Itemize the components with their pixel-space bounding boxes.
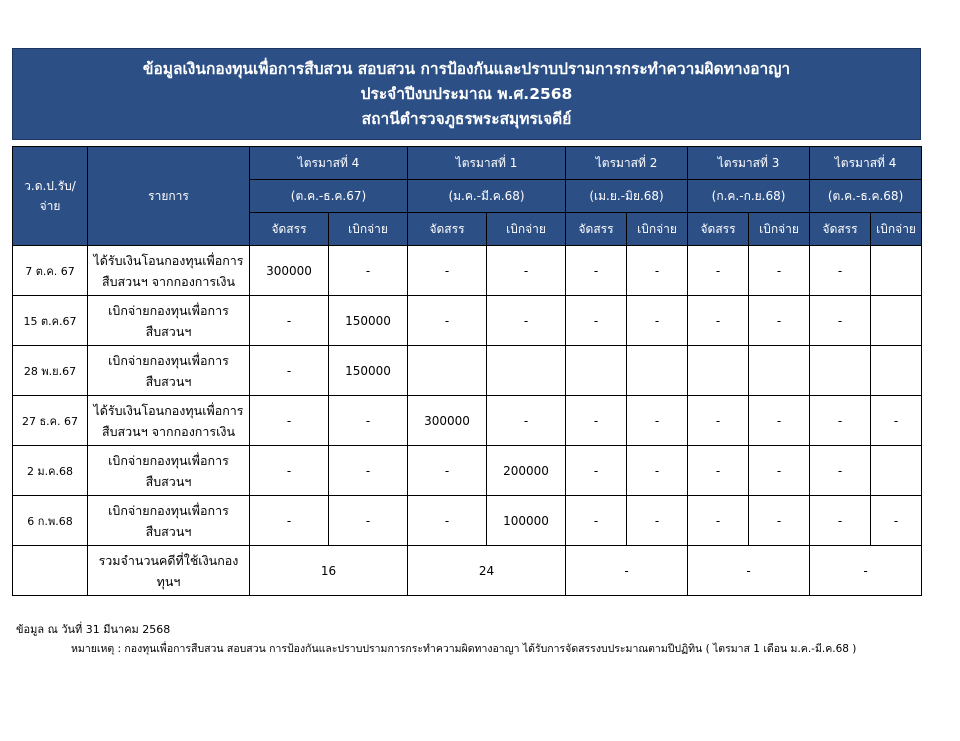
amount-cell: - [329,396,408,446]
sub-header-disbursed: เบิกจ่าย [871,213,922,246]
amount-cell [871,446,922,496]
total-cases-cell: - [566,546,688,596]
row-date: 15 ต.ค.67 [13,296,88,346]
table-row [13,296,922,346]
sub-header-allocated: จัดสรร [250,213,329,246]
sub-header-disbursed: เบิกจ่าย [487,213,566,246]
report-title-banner [12,48,921,140]
amount-cell [871,246,922,296]
quarter-header-period: (ต.ค.-ธ.ค.67) [250,180,408,213]
amount-cell: - [810,496,871,546]
amount-cell [871,346,922,396]
amount-cell: - [250,396,329,446]
row-item-line-2: สืบสวนฯ จากกองการเงิน [101,273,236,289]
amount-cell: - [688,296,749,346]
sub-header-allocated: จัดสรร [566,213,627,246]
total-cases-cell: 24 [408,546,566,596]
amount-cell [688,346,749,396]
report-title-line-2: ประจำปีงบประมาณ พ.ศ.2568 [360,84,573,103]
sub-header-allocated: จัดสรร [810,213,871,246]
amount-cell: - [408,246,487,296]
quarter-header-period: (ต.ค.-ธ.ค.68) [810,180,922,213]
row-item-line-2: สืบสวนฯ [145,323,192,339]
row-date: 6 ก.พ.68 [13,496,88,546]
amount-cell: - [329,446,408,496]
amount-cell: - [627,496,688,546]
amount-cell [566,346,627,396]
sub-header-allocated: จัดสรร [408,213,487,246]
amount-cell: - [250,496,329,546]
amount-cell: - [487,246,566,296]
amount-cell: - [566,446,627,496]
table-row [13,446,922,496]
quarter-header-period: (เม.ย.-มิย.68) [566,180,688,213]
amount-cell: 300000 [250,246,329,296]
amount-cell: 200000 [487,446,566,496]
row-item-line-2: สืบสวนฯ [145,373,192,389]
report-title-line-1: ข้อมูลเงินกองทุนเพื่อการสืบสวน สอบสวน การป้องกันและปราบปรามการกระทำความผิดทางอาญา [142,59,791,78]
quarter-header-name: ไตรมาสที่ 4 [810,147,922,180]
total-date-cell [13,546,88,596]
row-date: 28 พ.ย.67 [13,346,88,396]
row-date: 7 ต.ค. 67 [13,246,88,296]
row-item [88,396,250,446]
amount-cell: - [627,446,688,496]
amount-cell: - [749,296,810,346]
row-item-line-1: ได้รับเงินโอนกองทุนเพื่อการ [93,252,244,268]
quarter-header-name: ไตรมาสที่ 2 [566,147,688,180]
table-row [13,246,922,296]
quarter-header-name: ไตรมาสที่ 1 [408,147,566,180]
sub-header-disbursed: เบิกจ่าย [749,213,810,246]
amount-cell: - [627,246,688,296]
amount-cell: - [329,496,408,546]
report-title-line-3: สถานีตำรวจภูธรพระสมุทรเจดีย์ [361,109,572,128]
total-cases-cell: - [810,546,922,596]
amount-cell [871,296,922,346]
sub-header-disbursed: เบิกจ่าย [627,213,688,246]
amount-cell: - [566,246,627,296]
row-item-line-1: เบิกจ่ายกองทุนเพื่อการ [108,302,229,318]
row-item-line-1: ได้รับเงินโอนกองทุนเพื่อการ [93,402,244,418]
amount-cell: - [250,446,329,496]
sub-header-allocated: จัดสรร [688,213,749,246]
amount-cell [627,346,688,396]
amount-cell: - [688,396,749,446]
total-cases-cell: - [688,546,810,596]
row-item-line-2: สืบสวนฯ [145,523,192,539]
table-row [13,396,922,446]
row-item [88,296,250,346]
amount-cell: - [688,446,749,496]
amount-cell: - [688,246,749,296]
amount-cell: - [487,296,566,346]
amount-cell: - [810,446,871,496]
amount-cell [810,346,871,396]
row-item [88,246,250,296]
table-row [13,346,922,396]
quarter-header-name: ไตรมาสที่ 3 [688,147,810,180]
amount-cell: - [688,496,749,546]
total-label: รวมจำนวนคดีที่ใช้เงินกองทุนฯ [88,546,250,596]
row-date: 2 ม.ค.68 [13,446,88,496]
amount-cell: - [566,396,627,446]
amount-cell: - [408,446,487,496]
amount-cell [408,346,487,396]
amount-cell: - [810,246,871,296]
amount-cell: - [749,396,810,446]
amount-cell: - [749,246,810,296]
row-item [88,496,250,546]
data-as-of-date: ข้อมูล ณ วันที่ 31 มีนาคม 2568 [16,623,171,636]
sub-header-disbursed: เบิกจ่าย [329,213,408,246]
row-item-line-1: เบิกจ่ายกองทุนเพื่อการ [108,452,229,468]
column-header-item: รายการ [88,147,250,246]
fund-table [12,146,922,596]
amount-cell: - [810,396,871,446]
row-item-line-1: เบิกจ่ายกองทุนเพื่อการ [108,502,229,518]
amount-cell: - [487,396,566,446]
total-cases-cell: 16 [250,546,408,596]
amount-cell: - [627,396,688,446]
amount-cell: - [250,346,329,396]
amount-cell: - [810,296,871,346]
row-item-line-2: สืบสวนฯ [145,473,192,489]
amount-cell: 150000 [329,296,408,346]
row-item-line-2: สืบสวนฯ จากกองการเงิน [101,423,236,439]
amount-cell: - [627,296,688,346]
amount-cell: - [566,296,627,346]
row-item [88,446,250,496]
amount-cell: - [871,396,922,446]
amount-cell: - [749,496,810,546]
amount-cell [487,346,566,396]
amount-cell: 300000 [408,396,487,446]
amount-cell: - [250,296,329,346]
table-row [13,496,922,546]
amount-cell: - [408,296,487,346]
total-row [13,546,922,596]
amount-cell: - [749,446,810,496]
amount-cell: - [408,496,487,546]
row-item-line-1: เบิกจ่ายกองทุนเพื่อการ [108,352,229,368]
column-header-date: ว.ด.ป.รับ/ จ่าย [13,147,88,246]
row-date: 27 ธ.ค. 67 [13,396,88,446]
remark-note: หมายเหตุ : กองทุนเพื่อการสืบสวน สอบสวน การป้องกันและปราบปรามการกระทำความผิดทางอาญา ได้รับการจัดสรรงบประมาณตามปีปฏิทิน ( ไตรมาส 1 เดือน ม.ค.-มี.ค.68 ) [71,643,857,655]
quarter-header-name: ไตรมาสที่ 4 [250,147,408,180]
amount-cell: 150000 [329,346,408,396]
amount-cell: - [871,496,922,546]
amount-cell: - [566,496,627,546]
amount-cell [749,346,810,396]
amount-cell: - [329,246,408,296]
amount-cell: 100000 [487,496,566,546]
quarter-header-period: (ม.ค.-มี.ค.68) [408,180,566,213]
row-item [88,346,250,396]
quarter-header-period: (ก.ค.-ก.ย.68) [688,180,810,213]
